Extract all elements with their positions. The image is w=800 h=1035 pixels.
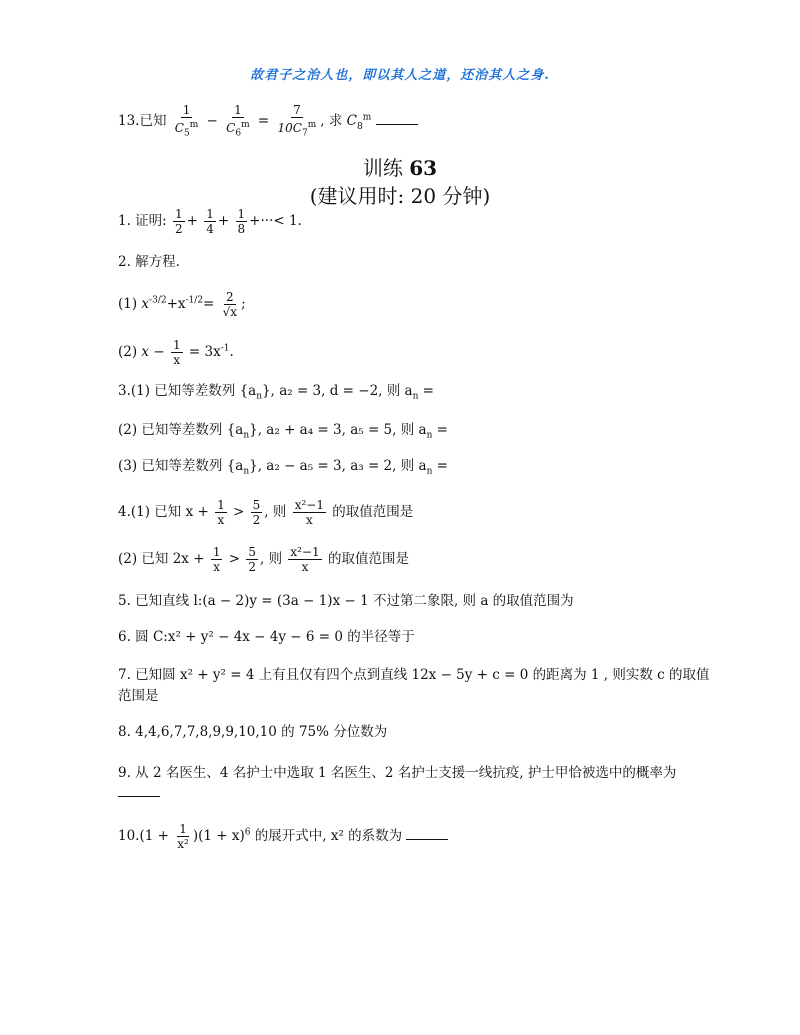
question-6: 6. 圆 C:x² + y² − 4x − 4y − 6 = 0 的半径等于 [118, 629, 415, 645]
answer-blank [376, 112, 418, 125]
question-9: 9. 从 2 名医生、4 名护士中选取 1 名医生、2 名护士支援一线抗疫, 护士甲恰被选中的概率为 [118, 765, 677, 781]
question-4-1: 4.(1) 已知 x + $\frac{1}{x}$ > $\frac{5}{2}$ , 则 $\frac{\text{x²−1}}{x}$ 的取值范围是 [118, 498, 414, 527]
answer-blank [406, 827, 448, 840]
fraction: $\frac{7}{10C_7^m}$ [277, 103, 317, 139]
question-10: 10.(1 + $\frac{1}{\text{x²}}$ )$(1 + x)^6$ 的展开式中, x² 的系数为 [118, 822, 448, 851]
answer-blank [118, 784, 160, 797]
section-subtitle: (建议用时: 20 分钟) [309, 184, 491, 208]
question-13: 13.已知 $\frac{1}{C_5^m}$ − $\frac{1}{C_6^m}$ = $\frac{7}{10C_7^m}$ , 求 $C_8^m$ [118, 103, 418, 140]
question-2-2: (2) x − $\frac{1}{x}$ = $3x^{-1}$. [118, 338, 234, 367]
question-3-3: (3) 已知等差数列 $\{a_n\}$, a₂ − a₅ = 3, a₃ = 2, 则 $a_n$ = [118, 458, 448, 477]
header-motto: 故君子之治人也，即以其人之道，还治其人之身. [250, 68, 550, 83]
question-5: 5. 已知直线 l:(a − 2)y = (3a − 1)x − 1 不过第二象限, 则 a 的取值范围为 [118, 593, 574, 609]
question-4-2: (2) 已知 2x + $\frac{1}{x}$ > $\frac{5}{2}$ , 则 $\frac{\text{x²−1}}{x}$ 的取值范围是 [118, 545, 409, 574]
question-1: 1. 证明: $\frac{1}{2}$ + $\frac{1}{4}$ + $\frac{1}{8}$ +···< 1. [118, 207, 302, 236]
question-2-1: (1) $x^{-3/2}+x^{-1/2}=$ $\frac{2}{√x}$ ; [118, 290, 246, 319]
question-8: 8. 4,4,6,7,7,8,9,9,10,10 的 75% 分位数为 [118, 724, 388, 740]
fraction: $\frac{1}{C_5^m}$ [174, 103, 199, 139]
question-2: 2. 解方程. [118, 254, 180, 270]
question-3-1: 3.(1) 已知等差数列 $\{a_n\}$, a₂ = 3, d = −2, 则 $a_n$ = [118, 383, 434, 402]
question-7-line-1: 7. 已知圆 x² + y² = 4 上有且仅有四个点到直线 12x − 5y + c = 0 的距离为 1 , 则实数 c 的取值 [118, 667, 710, 683]
question-9-blank [118, 783, 160, 803]
section-title: 训练 63 [362, 156, 438, 180]
fraction: $\frac{1}{C_6^m}$ [226, 103, 250, 139]
question-7-line-2: 范围是 [118, 688, 159, 704]
question-3-2: (2) 已知等差数列 $\{a_n\}$, a₂ + a₄ = 3, a₅ = 5, 则 $a_n$ = [118, 422, 448, 441]
